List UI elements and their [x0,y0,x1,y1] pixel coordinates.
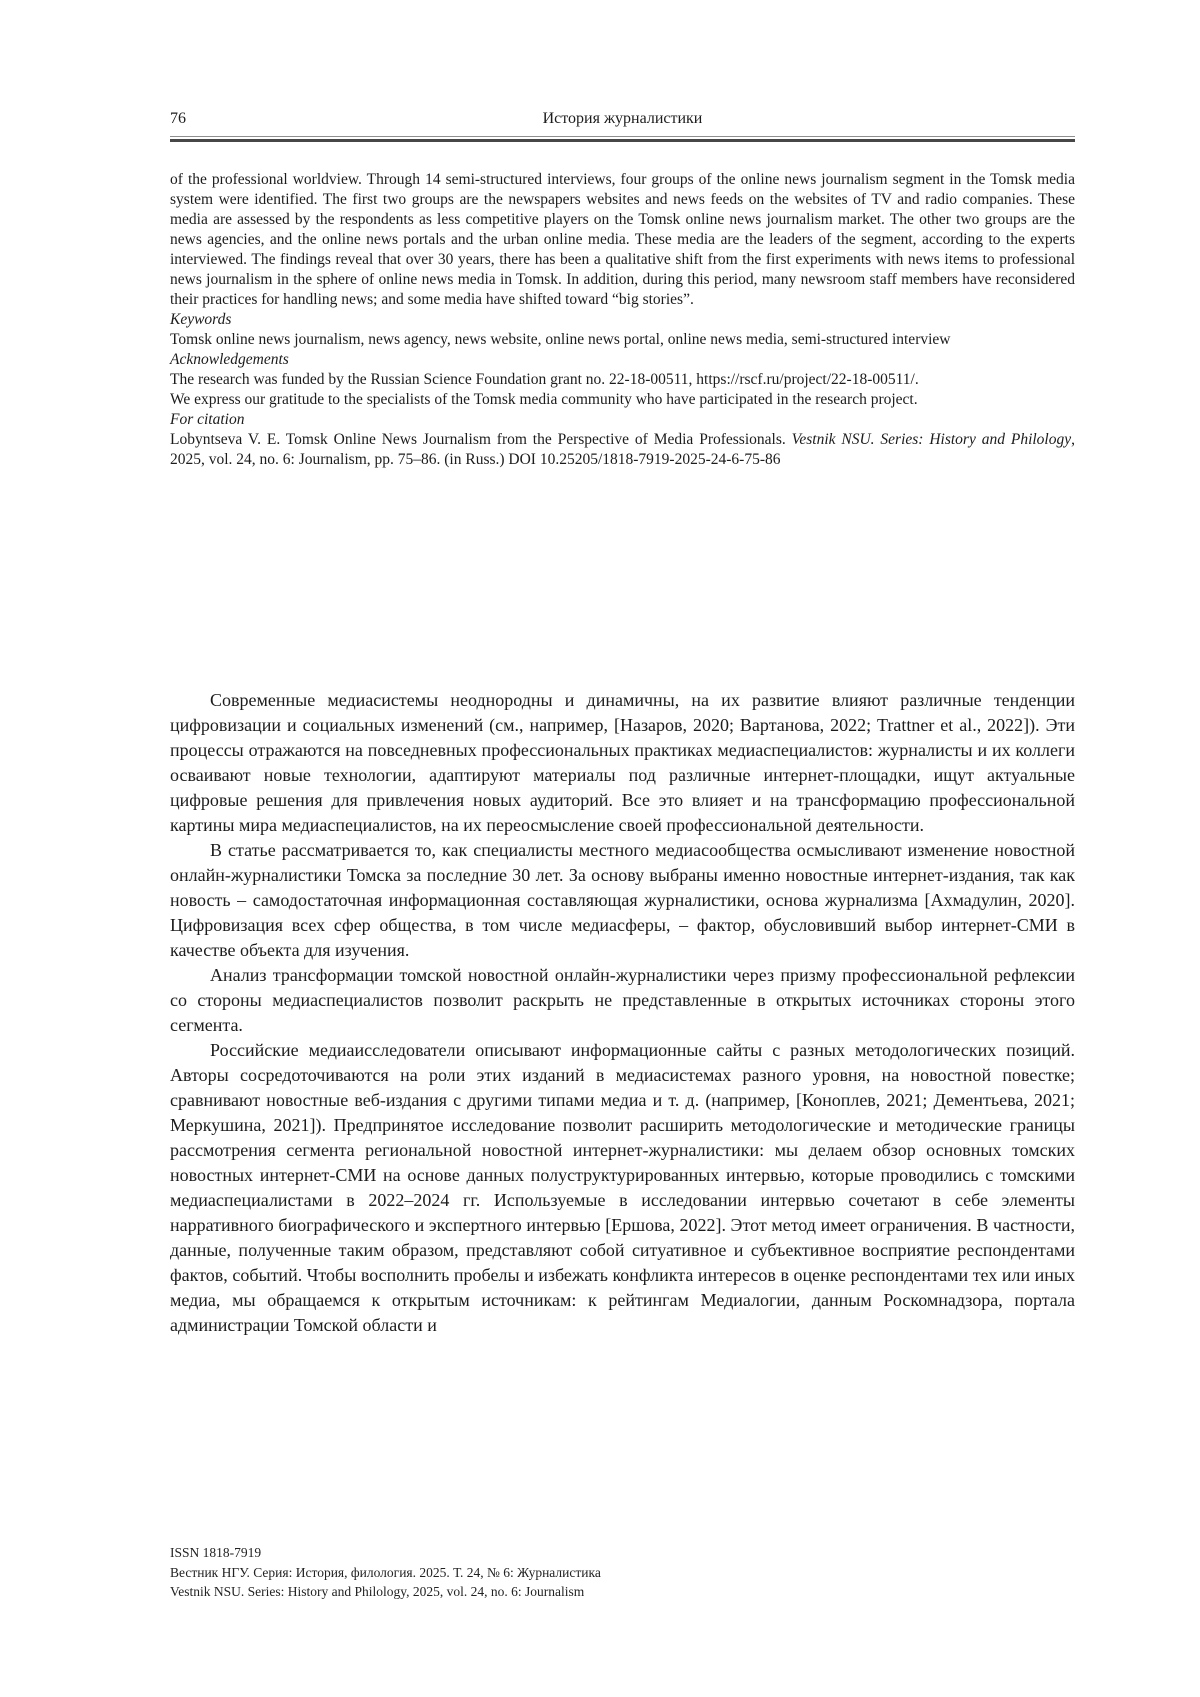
body-paragraph: В статье рассматривается то, как специалисты местного медиасообщества осмысливают изменение новостной онлайн-журналистики Томска за последние 30 лет. За основу выбраны именно новостные интернет-издания, так как новость – самодостаточная информационная составляющая журналистики, основа журнализма [Ахмадулин, 2020]. Цифровизация всех сфер общества, в том числе медиасферы, – фактор, обусловивший выбор интернет-СМИ в качестве объекта для изучения. [170,840,1075,960]
abstract-continuation: of the professional worldview. Through 14 semi-structured interviews, four groups of the online news journalism segment in the Tomsk media system were identified. The first two groups are the newspapers websites and news feeds on the websites of TV and radio companies. These media are assessed by the respondents as less competitive players on the Tomsk online news journalism market. The other two groups are the news agencies, and the online news portals and the urban online media. These media are the leaders of the segment, according to the experts interviewed. The findings reveal that over 30 years, there has been a qualitative shift from the first experiments with news items to professional news journalism in the sphere of online news media in Tomsk. In addition, during this period, many newsroom staff members have reconsidered their practices for handling news; and some media have shifted toward “big stories”. [170,171,1075,308]
body-paragraph: Российские медиаисследователи описывают информационные сайты с разных методологических позиций. Авторы сосредоточиваются на роли этих изданий в медиасистемах разного уровня, на новостной повестке; сравнивают новостные веб-издания с другими типами медиа и т. д. (например, [Коноплев, 2021; Дементьева, 2021; Меркушина, 2021]). Предпринятое исследование позволит расширить методологические и методические границы рассмотрения сегмента региональной новостной интернет-журналистики: мы делаем обзор основных томских новостных интернет-СМИ на основе данных полуструктурированных интервью, которые проводились с томскими медиаспециалистами в 2022–2024 гг. Используемые в исследовании интервью сочетают в себе элементы нарративного биографического и экспертного интервью [Ершова, 2022]. Этот метод имеет ограничения. В частности, данные, полученные таким образом, представляют собой ситуативное и субъективное восприятие респондентами фактов, событий. Чтобы восполнить пробелы и избежать конфликта интересов в оценке респондентами тех или иных медиа, мы обращаемся к открытым источникам: к рейтингам Медиалогии, данным Роскомнадзора, портала администрации Томской области и [170,1040,1075,1335]
for-citation-label: For citation [170,411,245,428]
citation-authors-title: Lobyntseva V. E. Tomsk Online News Journalism from the Perspective of Media Professionals. [170,431,792,448]
footer-issn: ISSN 1818-7919 [170,1545,262,1560]
running-header [170,110,1075,132]
body-paragraph: Современные медиасистемы неоднородны и динамичны, на их развитие влияют различные тенденции цифровизации и социальных изменений (см., например, [Назаров, 2020; Вартанова, 2022; Trattner et al., 2022]). Эти процессы отражаются на повседневных профессиональных практиках медиаспециалистов: журналисты и их коллеги осваивают новые технологии, адаптируют материалы под различные интернет-площадки, ищут актуальные цифровые решения для привлечения новых аудиторий. Все это влияет и на трансформацию профессиональной картины мира медиаспециалистов, на их переосмысление своей профессиональной деятельности. [170,690,1075,835]
footer-line-ru: Вестник НГУ. Серия: История, филология. 2025. Т. 24, № 6: Журналистика [170,1564,601,1580]
header-rule [170,136,1075,144]
body-paragraph: Анализ трансформации томской новостной онлайн-журналистики через призму профессиональной рефлексии со стороны медиаспециалистов позволит раскрыть не представленные в открытых источниках стороны этого сегмента. [170,965,1075,1035]
citation-details: , 2025, vol. 24, no. 6: Journalism, pp. 75–86. (in Russ.) DOI 10.25205/1818-7919-2025-24-6-75-86 [170,431,1075,468]
page-footer [170,1543,1075,1602]
keywords-text: Tomsk online news journalism, news agency, news website, online news portal, online news media, semi-structured interview [170,331,951,348]
citation-journal-title: Vestnik NSU. Series: History and Philology [791,431,1072,448]
gratitude-text: We express our gratitude to the specialists of the Tomsk media community who have participated in the research project. [170,391,918,408]
acknowledgements-label: Acknowledgements [170,351,289,368]
article-body [170,688,1075,1338]
keywords-label: Keywords [170,311,232,328]
citation-text [170,430,1075,470]
funding-text: The research was funded by the Russian Science Foundation grant no. 22-18-00511, https://rscf.ru/project/22-18-00511/. [170,371,919,388]
footer-line-en: Vestnik NSU. Series: History and Philology, 2025, vol. 24, no. 6: Journalism [170,1584,585,1599]
running-head-title: История журналистики [542,110,703,127]
page-number: 76 [170,110,186,127]
abstract-block [170,170,1075,470]
